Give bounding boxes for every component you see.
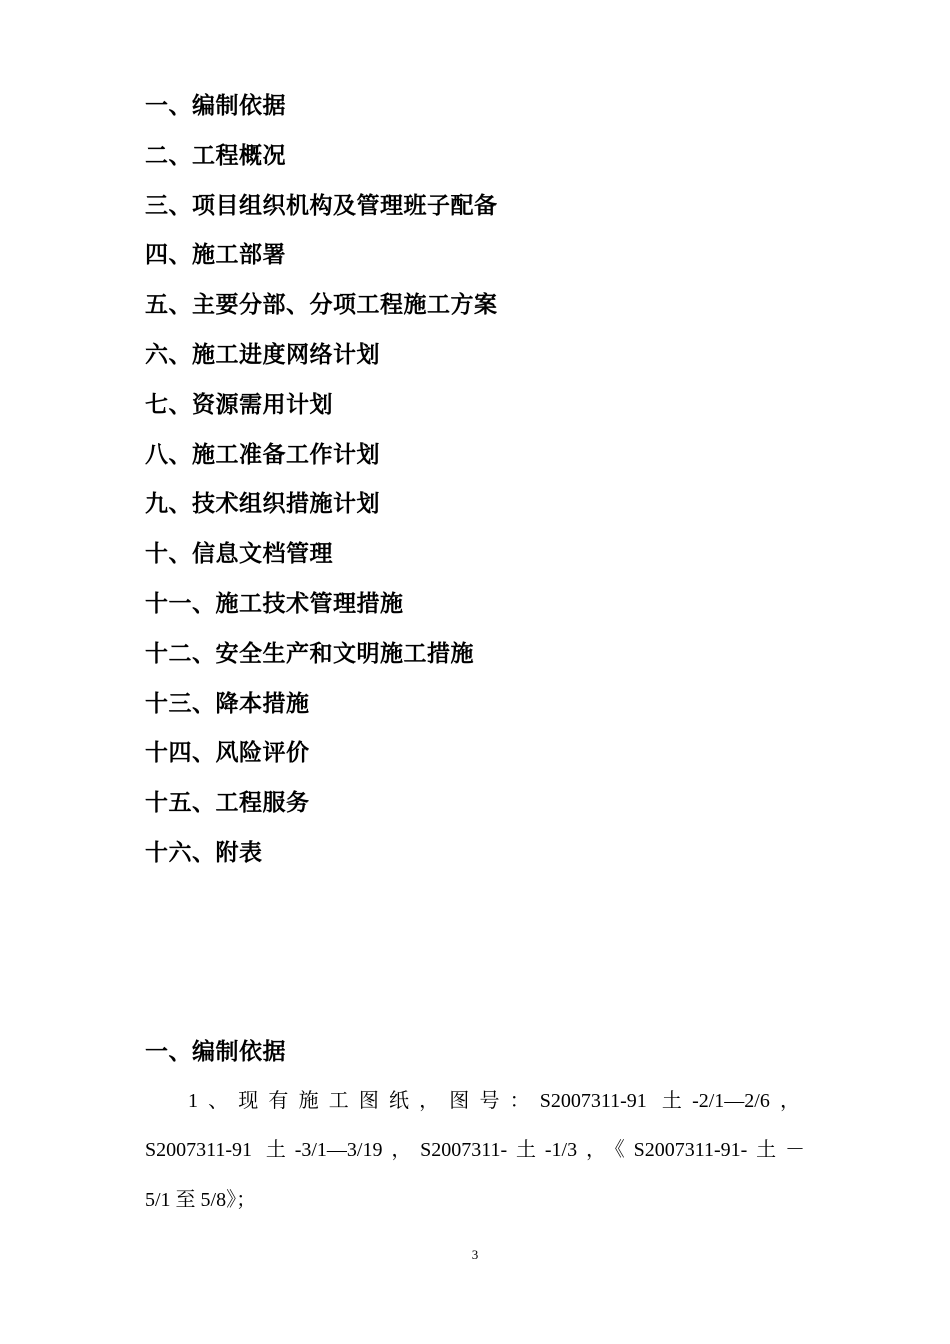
toc-item: 十四、风险评价 bbox=[145, 740, 310, 767]
toc-item: 十五、工程服务 bbox=[145, 790, 310, 817]
toc-item: 十三、降本措施 bbox=[145, 690, 310, 717]
paragraph-line: 1、现有施工图纸，图号：S2007311-91 土-2/1—2/6， bbox=[188, 1090, 800, 1112]
paragraph-line: S2007311-91 土-3/1—3/19，S2007311-土-1/3，《S2007311-91-土－ bbox=[145, 1139, 805, 1161]
toc-item: 十、信息文档管理 bbox=[145, 541, 333, 568]
toc-item: 十六、附表 bbox=[145, 839, 263, 866]
toc-item: 十二、安全生产和文明施工措施 bbox=[145, 640, 474, 667]
table-of-contents bbox=[145, 82, 825, 879]
toc-item: 四、施工部署 bbox=[145, 242, 286, 269]
paragraph-line: 5/1 至 5/8》； bbox=[145, 1189, 257, 1211]
section-heading: 一、编制依据 bbox=[145, 1039, 286, 1065]
toc-item: 一、编制依据 bbox=[145, 93, 286, 119]
toc-item: 六、施工进度网络计划 bbox=[145, 341, 380, 368]
toc-item: 二、工程概况 bbox=[145, 142, 286, 169]
toc-item: 五、主要分部、分项工程施工方案 bbox=[145, 292, 498, 319]
toc-item: 八、施工准备工作计划 bbox=[145, 441, 380, 468]
page-number: 3 bbox=[471, 1247, 479, 1262]
toc-item: 七、资源需用计划 bbox=[145, 391, 333, 418]
toc-item: 十一、施工技术管理措施 bbox=[145, 590, 404, 617]
toc-item: 九、技术组织措施计划 bbox=[145, 491, 380, 518]
toc-item: 三、项目组织机构及管理班子配备 bbox=[145, 192, 498, 219]
